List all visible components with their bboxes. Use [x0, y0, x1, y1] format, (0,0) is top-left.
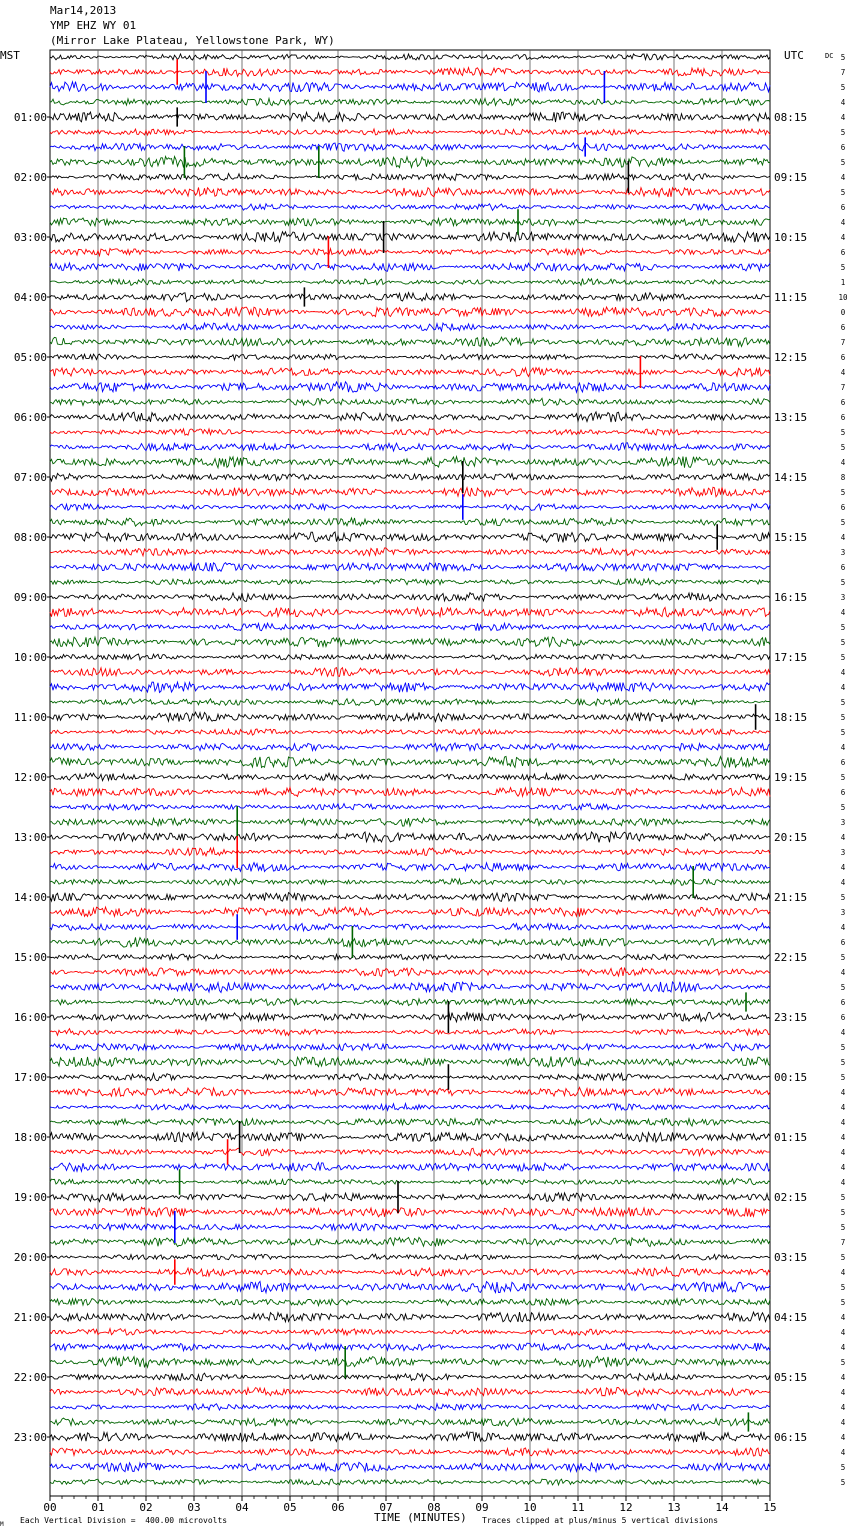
dc-offset-value: 5 — [840, 1058, 846, 1067]
trace-line — [50, 1356, 770, 1367]
trace-line — [50, 1432, 770, 1442]
dc-offset-value: 0 — [840, 308, 846, 317]
dc-offset-value: 5 — [840, 158, 846, 167]
right-hour-labels — [774, 111, 807, 1444]
left-hour-labels — [14, 111, 50, 1444]
trace-line — [50, 804, 770, 811]
dc-offset-value: 7 — [840, 1238, 846, 1247]
dc-offset-value: 5 — [840, 518, 846, 527]
trace-line — [50, 1179, 770, 1185]
dc-offset-value: 6 — [840, 143, 846, 152]
utc-hour-label: 13:15 — [774, 411, 808, 424]
x-tick-label: 14 — [715, 1501, 729, 1514]
mst-hour-label: 04:00 — [13, 291, 47, 304]
mst-hour-label: 08:00 — [13, 531, 47, 544]
trace-line — [50, 579, 770, 585]
dc-offset-value: 4 — [840, 968, 846, 977]
dc-offset-value: 4 — [840, 1163, 846, 1172]
x-tick-label: 09 — [475, 1501, 489, 1514]
dc-offset-value: 4 — [840, 1418, 846, 1427]
x-tick-label: 02 — [139, 1501, 153, 1514]
dc-offset-value: 5 — [840, 1043, 846, 1052]
trace-line — [50, 682, 770, 692]
x-tick-label: 07 — [379, 1501, 393, 1514]
x-tick-label: 05 — [283, 1501, 297, 1514]
utc-hour-label: 23:15 — [774, 1011, 808, 1024]
mst-hour-label: 19:00 — [13, 1191, 47, 1204]
utc-hour-label: 09:15 — [774, 171, 808, 184]
dc-offset-value: 6 — [840, 398, 846, 407]
dc-offset-value: 5 — [840, 188, 846, 197]
utc-hour-label: 18:15 — [774, 711, 808, 724]
trace-line — [50, 1343, 770, 1351]
trace-line — [50, 1373, 770, 1381]
dc-offset-value: 5 — [840, 53, 846, 62]
trace-line — [50, 729, 770, 735]
x-tick-label: 01 — [91, 1501, 105, 1514]
utc-hour-label: 01:15 — [774, 1131, 808, 1144]
trace-line — [50, 1462, 770, 1471]
dc-offset-value: 4 — [840, 683, 846, 692]
trace-line — [50, 532, 770, 542]
trace-line — [50, 1043, 770, 1051]
dc-offset-value: 4 — [840, 1403, 846, 1412]
dc-offset-value: 4 — [840, 743, 846, 752]
trace-line — [50, 1163, 770, 1172]
utc-hour-label: 16:15 — [774, 591, 808, 604]
dc-offset-value: 4 — [840, 1313, 846, 1322]
trace-line — [50, 937, 770, 947]
left-timezone-label: MST — [0, 49, 20, 62]
trace-line — [50, 232, 770, 243]
mst-hour-label: 23:00 — [13, 1431, 47, 1444]
dc-offset-value: 5 — [840, 653, 846, 662]
trace-line — [50, 907, 770, 917]
dc-offset-value: 5 — [840, 1478, 846, 1487]
x-axis-title: TIME (MINUTES) — [374, 1511, 467, 1524]
dc-offset-value: 4 — [840, 1328, 846, 1337]
dc-offset-value: 4 — [840, 98, 846, 107]
dc-offset-value: 4 — [840, 458, 846, 467]
dc-offset-value: 4 — [840, 233, 846, 242]
mst-hour-label: 22:00 — [13, 1371, 47, 1384]
trace-line — [50, 263, 770, 271]
dc-offset-value: 5 — [840, 128, 846, 137]
trace-line — [50, 323, 770, 331]
trace-line — [50, 756, 770, 767]
dc-offset-value: 4 — [840, 1343, 846, 1352]
trace-line — [50, 398, 770, 405]
trace-line — [50, 429, 770, 435]
trace-line — [50, 818, 770, 826]
utc-hour-label: 04:15 — [774, 1311, 808, 1324]
dc-offset-value: 5 — [840, 1208, 846, 1217]
trace-line — [50, 607, 770, 617]
trace-line — [50, 156, 770, 167]
trace-line — [50, 443, 770, 451]
mst-hour-label: 15:00 — [13, 951, 47, 964]
dc-offset-value: 3 — [840, 818, 846, 827]
trace-line — [50, 1074, 770, 1081]
trace-line — [50, 204, 770, 211]
trace-line — [50, 999, 770, 1006]
trace-line — [50, 712, 770, 722]
utc-hour-label: 03:15 — [774, 1251, 808, 1264]
trace-line — [50, 293, 770, 302]
dc-offset-value: 5 — [840, 1223, 846, 1232]
mst-hour-label: 03:00 — [13, 231, 47, 244]
trace-line — [50, 174, 770, 181]
utc-hour-label: 10:15 — [774, 231, 808, 244]
dc-offset-value: 5 — [840, 623, 846, 632]
dc-offset-value: 5 — [840, 263, 846, 272]
utc-hour-label: 08:15 — [774, 111, 808, 124]
x-tick-label: 10 — [523, 1501, 537, 1514]
mst-hour-label: 18:00 — [13, 1131, 47, 1144]
dc-offset-value: 4 — [840, 878, 846, 887]
dc-offset-value: 5 — [840, 1298, 846, 1307]
trace-line — [50, 1237, 770, 1246]
utc-hour-label: 14:15 — [774, 471, 808, 484]
utc-hour-label: 11:15 — [774, 291, 808, 304]
x-tick-label: 12 — [619, 1501, 633, 1514]
dc-offset-value: 4 — [840, 1388, 846, 1397]
dc-offset-value: 10 — [838, 293, 848, 302]
dc-offset-value: 5 — [840, 713, 846, 722]
utc-hour-label: 19:15 — [774, 771, 808, 784]
mst-hour-label: 12:00 — [13, 771, 47, 784]
trace-line — [50, 354, 770, 360]
mst-hour-label: 01:00 — [13, 111, 47, 124]
trace-line — [50, 218, 770, 226]
dc-offset-value: 5 — [840, 1283, 846, 1292]
trace-line — [50, 923, 770, 931]
trace-line — [50, 623, 770, 631]
utc-hour-label: 02:15 — [774, 1191, 808, 1204]
trace-line — [50, 1104, 770, 1111]
utc-hour-label: 05:15 — [774, 1371, 808, 1384]
dc-offset-value: 4 — [840, 1373, 846, 1382]
mst-hour-label: 06:00 — [13, 411, 47, 424]
utc-hour-label: 00:15 — [774, 1071, 808, 1084]
utc-hour-label: 22:15 — [774, 951, 808, 964]
dc-offset-value: 3 — [840, 548, 846, 557]
dc-offset-value: 6 — [840, 563, 846, 572]
dc-offset-value: 5 — [840, 698, 846, 707]
mst-hour-label: 07:00 — [13, 471, 47, 484]
dc-offset-value: 4 — [840, 1178, 846, 1187]
trace-line — [50, 982, 770, 993]
x-tick-label: 04 — [235, 1501, 249, 1514]
dc-offset-value: 4 — [840, 1028, 846, 1037]
dc-offset-value: 4 — [840, 1433, 846, 1442]
mst-hour-label: 16:00 — [13, 1011, 47, 1024]
trace-line — [50, 368, 770, 377]
mst-hour-label: 02:00 — [13, 171, 47, 184]
mst-hour-label: 13:00 — [13, 831, 47, 844]
mst-hour-label: 10:00 — [13, 651, 47, 664]
trace-line — [50, 968, 770, 977]
mst-hour-label: 14:00 — [13, 891, 47, 904]
dc-offset-value: 5 — [840, 428, 846, 437]
trace-line — [50, 188, 770, 197]
trace-line — [50, 279, 770, 286]
trace-line — [50, 1404, 770, 1411]
dc-offset-value: 4 — [840, 1133, 846, 1142]
dc-offset-value: 5 — [840, 1253, 846, 1262]
dc-offset-value: 6 — [840, 1013, 846, 1022]
trace-line — [50, 1012, 770, 1022]
trace-line — [50, 788, 770, 797]
trace-line — [50, 863, 770, 872]
dc-offset-value: 7 — [840, 68, 846, 77]
trace-line — [50, 562, 770, 571]
dc-offset-value: 4 — [840, 833, 846, 842]
trace-line — [50, 1207, 770, 1217]
mst-hour-label: 21:00 — [13, 1311, 47, 1324]
trace-line — [50, 337, 770, 346]
trace-line — [50, 637, 770, 647]
trace-line — [50, 548, 770, 556]
dc-offset-value: 6 — [840, 323, 846, 332]
dc-offset-value: 4 — [840, 218, 846, 227]
trace-line — [50, 1281, 770, 1292]
station-location: (Mirror Lake Plateau, Yellowstone Park, WY) — [50, 34, 335, 47]
trace-line — [50, 848, 770, 856]
dc-offset-value: 4 — [840, 1448, 846, 1457]
trace-line — [50, 1118, 770, 1126]
trace-line — [50, 1329, 770, 1336]
trace-line — [50, 1132, 770, 1142]
trace-line — [50, 954, 770, 960]
right-timezone-label: UTC — [784, 49, 804, 62]
trace-line — [50, 129, 770, 135]
utc-hour-label: 21:15 — [774, 891, 808, 904]
trace-line — [50, 1029, 770, 1036]
utc-hour-label: 15:15 — [774, 531, 808, 544]
dc-offset-value: 8 — [840, 473, 846, 482]
trace-line — [50, 112, 770, 122]
dc-offset-value: 4 — [840, 1148, 846, 1157]
dc-offset-value: 6 — [840, 998, 846, 1007]
mst-hour-label: 09:00 — [13, 591, 47, 604]
trace-line — [50, 457, 770, 468]
dc-offset-value: 6 — [840, 758, 846, 767]
dc-offset-value: 5 — [840, 578, 846, 587]
dc-offset-value: 4 — [840, 1268, 846, 1277]
dc-offset-header: DC — [825, 52, 834, 60]
trace-line — [50, 249, 770, 256]
dc-offset-value: 5 — [840, 983, 846, 992]
dc-offset-value: 3 — [840, 593, 846, 602]
trace-line — [50, 743, 770, 751]
mst-hour-label: 11:00 — [13, 711, 47, 724]
dc-offset-value: 5 — [840, 893, 846, 902]
utc-hour-label: 12:15 — [774, 351, 808, 364]
utc-hour-label: 17:15 — [774, 651, 808, 664]
x-tick-label: 03 — [187, 1501, 201, 1514]
dc-offset-value: 5 — [840, 1193, 846, 1202]
record-date: Mar14,2013 — [50, 4, 117, 17]
trace-line — [50, 832, 770, 842]
trace-line — [50, 143, 770, 151]
dc-offset-value: 1 — [840, 278, 846, 287]
trace-line — [50, 1193, 770, 1202]
utc-hour-label: 06:15 — [774, 1431, 808, 1444]
x-tick-label: 15 — [763, 1501, 777, 1514]
scale-note: Each Vertical Division = 400.00 microvolts — [20, 1516, 228, 1525]
dc-offset-value: 5 — [840, 488, 846, 497]
trace-line — [50, 382, 770, 392]
trace-line — [50, 1223, 770, 1230]
dc-offset-value: 4 — [840, 863, 846, 872]
x-tick-label: 13 — [667, 1501, 681, 1514]
dc-offset-value: 6 — [840, 413, 846, 422]
dc-offset-value: 5 — [840, 443, 846, 452]
trace-line — [50, 699, 770, 706]
trace-line — [50, 593, 770, 602]
dc-offset-value: 7 — [840, 383, 846, 392]
dc-offset-value: 6 — [840, 503, 846, 512]
dc-offset-value: 4 — [840, 533, 846, 542]
trace-line — [50, 412, 770, 422]
trace-line — [50, 1299, 770, 1306]
x-tick-label: 11 — [571, 1501, 585, 1514]
x-tick-label: 00 — [43, 1501, 57, 1514]
trace-line — [50, 307, 770, 317]
trace-line — [50, 1479, 770, 1485]
dc-offset-value: 5 — [840, 728, 846, 737]
dc-offset-value: 7 — [840, 338, 846, 347]
dc-offset-value: 5 — [840, 638, 846, 647]
seismic-traces — [50, 54, 770, 1485]
dc-offset-value: 6 — [840, 353, 846, 362]
dc-offset-value: 6 — [840, 248, 846, 257]
dc-offset-value: 4 — [840, 1118, 846, 1127]
mst-hour-label: 20:00 — [13, 1251, 47, 1264]
x-tick-label: 06 — [331, 1501, 345, 1514]
dc-offset-value: 6 — [840, 203, 846, 212]
station-code: YMP EHZ WY 01 — [50, 19, 137, 32]
dc-offset-value: 5 — [840, 1463, 846, 1472]
mst-hour-label: 05:00 — [13, 351, 47, 364]
trace-line — [50, 98, 770, 105]
dc-offset-value: 3 — [840, 908, 846, 917]
event-spikes — [175, 59, 756, 1431]
dc-offset-column — [838, 53, 848, 1487]
dc-offset-value: 6 — [840, 938, 846, 947]
trace-line — [50, 68, 770, 77]
dc-offset-value: 4 — [840, 923, 846, 932]
dc-offset-value: 5 — [840, 803, 846, 812]
dc-offset-value: 5 — [840, 773, 846, 782]
trace-line — [50, 1148, 770, 1156]
trace-line — [50, 487, 770, 497]
trace-line — [50, 1268, 770, 1277]
trace-line — [50, 1418, 770, 1426]
dc-offset-value: 4 — [840, 368, 846, 377]
dc-offset-value: 5 — [840, 1358, 846, 1367]
trace-line — [50, 518, 770, 526]
trace-line — [50, 1254, 770, 1260]
clip-note: Traces clipped at plus/minus 5 vertical divisions — [482, 1516, 719, 1525]
trace-line — [50, 473, 770, 481]
trace-line — [50, 1087, 770, 1096]
trace-line — [50, 82, 770, 92]
dc-offset-value: 4 — [840, 1103, 846, 1112]
dc-offset-value: 6 — [840, 788, 846, 797]
mst-hour-label: 17:00 — [13, 1071, 47, 1084]
dc-offset-value: 5 — [840, 1073, 846, 1082]
x-tick-label: 08 — [427, 1501, 441, 1514]
corner-mark: M — [0, 1521, 4, 1528]
trace-line — [50, 1388, 770, 1397]
trace-line — [50, 893, 770, 902]
trace-line — [50, 654, 770, 660]
dc-offset-value: 3 — [840, 848, 846, 857]
dc-offset-value: 4 — [840, 1088, 846, 1097]
trace-line — [50, 668, 770, 677]
trace-line — [50, 1312, 770, 1322]
dc-offset-value: 5 — [840, 83, 846, 92]
trace-line — [50, 773, 770, 780]
dc-offset-value: 4 — [840, 113, 846, 122]
dc-offset-value: 5 — [840, 953, 846, 962]
dc-offset-value: 4 — [840, 173, 846, 182]
trace-line — [50, 1057, 770, 1068]
trace-line — [50, 54, 770, 60]
trace-line — [50, 879, 770, 885]
utc-hour-label: 20:15 — [774, 831, 808, 844]
dc-offset-value: 4 — [840, 668, 846, 677]
trace-line — [50, 504, 770, 511]
trace-line — [50, 1448, 770, 1456]
dc-offset-value: 4 — [840, 608, 846, 617]
